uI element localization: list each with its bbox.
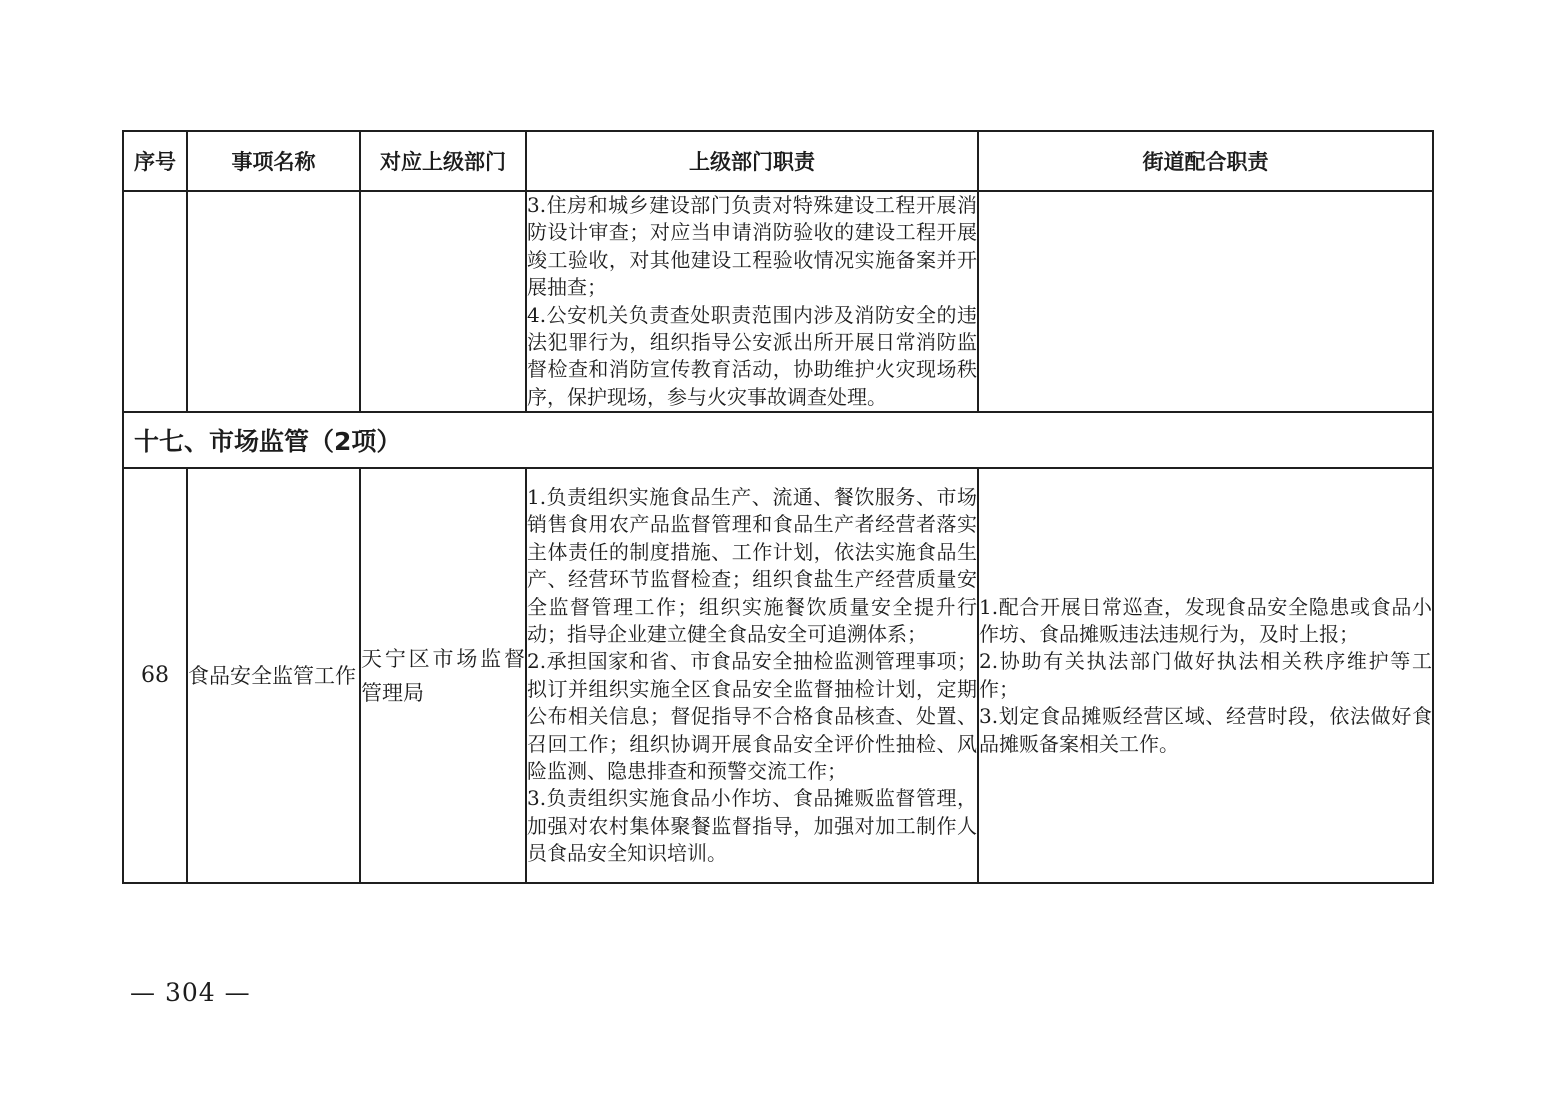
section-header: 十七、市场监管（2项） — [123, 412, 1433, 468]
page-number: — 304 — — [130, 978, 251, 1007]
col-header-street-duties: 街道配合职责 — [978, 131, 1433, 191]
cell-item-name-empty — [187, 191, 360, 412]
cell-superior-duties — [526, 191, 978, 412]
cell-superior-department-empty — [360, 191, 526, 412]
cell-seq: 68 — [123, 468, 187, 883]
responsibility-table — [122, 130, 1434, 884]
cell-seq-empty — [123, 191, 187, 412]
col-header-seq: 序号 — [123, 131, 187, 191]
duty-paragraph: 2.协助有关执法部门做好执法相关秩序维护等工作； — [979, 649, 1432, 701]
duty-paragraph: 3.住房和城乡建设部门负责对特殊建设工程开展消防设计审查；对应当申请消防验收的建设工程开展竣工验收，对其他建设工程验收情况实施备案并开展抽查； — [527, 193, 977, 300]
cell-item-name: 食品安全监管工作 — [187, 468, 360, 883]
duty-paragraph: 2.承担国家和省、市食品安全抽检监测管理事项；拟订并组织实施全区食品安全监督抽检计划，定期公布相关信息；督促指导不合格食品核查、处置、召回工作；组织协调开展食品安全评价性抽检、风险监测、隐患排查和预警交流工作； — [527, 649, 977, 783]
table-section-row — [123, 412, 1433, 468]
col-header-superior-department: 对应上级部门 — [360, 131, 526, 191]
table-row-continuation — [123, 191, 1433, 412]
duty-paragraph: 1.负责组织实施食品生产、流通、餐饮服务、市场销售食用农产品监督管理和食品生产者经营者落实主体责任的制度措施、工作计划，依法实施食品生产、经营环节监督检查；组织食盐生产经营质量安全监督管理工作；组织实施餐饮质量安全提升行动；指导企业建立健全食品安全可追溯体系； — [527, 484, 977, 646]
table-row-68 — [123, 468, 1433, 883]
duty-paragraph: 4.公安机关负责查处职责范围内涉及消防安全的违法犯罪行为，组织指导公安派出所开展日常消防监督检查和消防宣传教育活动，协助维护火灾现场秩序，保护现场，参与火灾事故调查处理。 — [527, 302, 977, 409]
col-header-superior-duties: 上级部门职责 — [526, 131, 978, 191]
duty-paragraph: 3.负责组织实施食品小作坊、食品摊贩监督管理，加强对农村集体聚餐监督指导，加强对加工制作人员食品安全知识培训。 — [527, 786, 977, 866]
cell-street-duties-empty — [978, 191, 1433, 412]
responsibility-table-wrap — [122, 130, 1432, 884]
cell-superior-duties — [526, 468, 978, 883]
duty-paragraph: 1.配合开展日常巡查，发现食品安全隐患或食品小作坊、食品摊贩违法违规行为，及时上报； — [979, 594, 1432, 646]
cell-superior-department: 天宁区市场监督管理局 — [360, 468, 526, 883]
duty-paragraph: 3.划定食品摊贩经营区域、经营时段，依法做好食品摊贩备案相关工作。 — [979, 704, 1432, 756]
col-header-item-name: 事项名称 — [187, 131, 360, 191]
cell-street-duties — [978, 468, 1433, 883]
table-header-row — [123, 131, 1433, 191]
